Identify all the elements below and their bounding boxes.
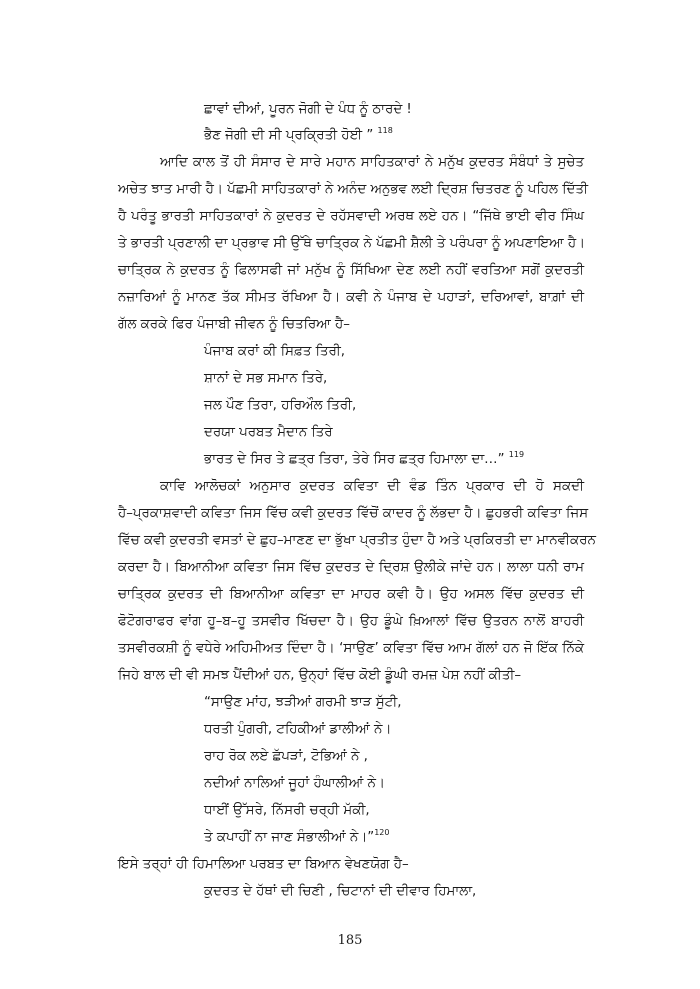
verse-line: ਦਰਯਾ ਪਰਬਤ ਮੈਦਾਨ ਤਿਰੇ (204, 425, 333, 440)
footnote-ref: 118 (377, 126, 393, 135)
verse-line: ਨਦੀਆਂ ਨਾਲਿਆਂ ਜੂਹਾਂ ਹੰਘਾਲੀਆਂ ਨੇ। (204, 776, 385, 791)
paragraph-line: ਚਾਤ੍ਰਿਕ ਕੁਦਰਤ ਦੀ ਬਿਆਨੀਆ ਕਵਿਤਾ ਦਾ ਮਾਹਰ ਕਵੀ ਹੈ। ਉਹ ਅਸਲ ਵਿੱਚ ਕੁਦਰਤ ਦੀ (118, 587, 584, 602)
footnote-ref: 119 (508, 450, 525, 459)
verse-line: ਧਰਤੀ ਪੁੰਗਰੀ, ਟਹਿਕੀਆਂ ਡਾਲੀਆਂ ਨੇ। (204, 722, 392, 737)
paragraph-line: ਕਾਵਿ ਆਲੋਚਕਾਂ ਅਨੁਸਾਰ ਕੁਦਰਤ ਕਵਿਤਾ ਦੀ ਵੰਡ ਤਿੰਨ ਪ੍ਰਕਾਰ ਦੀ ਹੋ ਸਕਦੀ (160, 479, 584, 494)
verse-line: ਤੇ ਕਪਾਹੀਂ ਨਾ ਜਾਣ ਸੰਭਾਲੀਆਂ ਨੇ।”$^{120}$ (204, 828, 390, 845)
verse-line: ਕੁਦਰਤ ਦੇ ਹੱਥਾਂ ਦੀ ਚਿਣੀ , ਚਿਟਾਨਾਂ ਦੀ ਦੀਵਾਰ ਹਿਮਾਲਾ, (204, 884, 477, 899)
paragraph-line: ਗੱਲ ਕਰਕੇ ਫਿਰ ਪੰਜਾਬੀ ਜੀਵਨ ਨੂੰ ਚਿਤਰਿਆ ਹੈ– (118, 317, 350, 332)
verse-line: ਭਾਰਤ ਦੇ ਸਿਰ ਤੇ ਛਤ੍ਰ ਤਿਰਾ, ਤੇਰੇ ਸਿਰ ਛਤ੍ਰ ਹਿਮਾਲਾ ਦਾ…” $^{119}$ (204, 450, 525, 467)
verse-line: ਧਾਈਂ ਉੱਸਰੇ, ਨਿੱਸਰੀ ਚਰ੍ਹੀ ਮੱਕੀ, (204, 803, 370, 818)
verse-line: ਪੰਜਾਬ ਕਰਾਂ ਕੀ ਸਿਫ਼ਤ ਤਿਰੀ, (204, 344, 346, 359)
page-number: 185 (337, 933, 363, 948)
verse-line: ਸ਼ਾਨਾਂ ਦੇ ਸਭ ਸਮਾਨ ਤਿਰੇ, (204, 371, 328, 386)
paragraph-line: ਹੈ–ਪ੍ਰਕਾਸ਼ਵਾਦੀ ਕਵਿਤਾ ਜਿਸ ਵਿੱਚ ਕਵੀ ਕੁਦਰਤ ਵਿੱਚੋਂ ਕਾਦਰ ਨੂੰ ਲੱਭਦਾ ਹੈ। ਛੁਹਭਰੀ ਕਵਿਤਾ ਜਿਸ (118, 506, 589, 521)
paragraph-line: ਕਰਦਾ ਹੈ। ਬਿਆਨੀਆ ਕਵਿਤਾ ਜਿਸ ਵਿੱਚ ਕੁਦਰਤ ਦੇ ਦ੍ਰਿਸ਼ ਉਲੀਕੇ ਜਾਂਦੇ ਹਨ। ਲਾਲਾ ਧਨੀ ਰਾਮ (118, 560, 584, 575)
paragraph-line: ਜਿਹੇ ਬਾਲ ਦੀ ਵੀ ਸਮਝ ਪੈਂਦੀਆਂ ਹਨ, ਉਨ੍ਹਾਂ ਵਿੱਚ ਕੋਈ ਡੂੰਘੀ ਰਮਜ਼ ਪੇਸ਼ ਨਹੀਂ ਕੀਤੀ– (118, 668, 522, 683)
footnote-ref: 120 (374, 828, 390, 837)
paragraph-line: ਅਚੇਤ ਝਾਤ ਮਾਰੀ ਹੈ। ਪੱਛਮੀ ਸਾਹਿਤਕਾਰਾਂ ਨੇ ਅਨੰਦ ਅਨੁਭਵ ਲਈ ਦ੍ਰਿਸ਼ ਚਿਤਰਣ ਨੂੰ ਪਹਿਲ ਦਿੱਤੀ (118, 182, 589, 197)
verse-line: ਭੈਣ ਜੋਗੀ ਦੀ ਸੀ ਪ੍ਰਕ੍ਰਿਤੀ ਹੋਈ ” $^{118}$ (204, 126, 393, 143)
verse-line: ਛਾਵਾਂ ਦੀਆਂ, ਪੂਰਨ ਜੋਗੀ ਦੇ ਪੰਧ ਨੂੰ ਠਾਰਦੇ ! (204, 102, 412, 117)
paragraph-line: ਆਦਿ ਕਾਲ ਤੋਂ ਹੀ ਸੰਸਾਰ ਦੇ ਸਾਰੇ ਮਹਾਨ ਸਾਹਿਤਕਾਰਾਂ ਨੇ ਮਨੁੱਖ ਕੁਦਰਤ ਸੰਬੰਧਾਂ ਤੇ ਸੁਚੇਤ (160, 155, 584, 170)
verse-line: ਜਲ ਪੌਣ ਤਿਰਾ, ਹਰਿਔਲ ਤਿਰੀ, (204, 398, 357, 413)
paragraph-line: ਤਸਵੀਰਕਸ਼ੀ ਨੂੰ ਵਧੇਰੇ ਅਹਿਮੀਅਤ ਦਿੰਦਾ ਹੈ। ‘ਸਾਉਣ’ ਕਵਿਤਾ ਵਿੱਚ ਆਮ ਗੱਲਾਂ ਹਨ ਜੋ ਇੱਕ ਨਿੱਕੇ (118, 641, 584, 656)
paragraph-line: ਨਜ਼ਾਰਿਆਂ ਨੂੰ ਮਾਨਣ ਤੱਕ ਸੀਮਤ ਰੱਖਿਆ ਹੈ। ਕਵੀ ਨੇ ਪੰਜਾਬ ਦੇ ਪਹਾੜਾਂ, ਦਰਿਆਵਾਂ, ਬਾਗ਼ਾਂ ਦੀ (118, 290, 584, 305)
paragraph-line: ਫੋਟੋਗਰਾਫਰ ਵਾਂਗ ਹੂ–ਬ–ਹੂ ਤਸਵੀਰ ਖਿੱਚਦਾ ਹੈ। ਉਹ ਡੂੰਘੇ ਖ਼ਿਆਲਾਂ ਵਿੱਚ ਉਤਰਨ ਨਾਲੋਂ ਬਾਹਰੀ (118, 614, 584, 629)
paragraph-line: ਹੈ ਪਰੰਤੂ ਭਾਰਤੀ ਸਾਹਿਤਕਾਰਾਂ ਨੇ ਕੁਦਰਤ ਦੇ ਰਹੱਸਵਾਦੀ ਅਰਥ ਲਏ ਹਨ। “ਜਿੱਥੇ ਭਾਈ ਵੀਰ ਸਿੰਘ (118, 209, 584, 224)
paragraph-line: ਤੇ ਭਾਰਤੀ ਪ੍ਰਣਾਲੀ ਦਾ ਪ੍ਰਭਾਵ ਸੀ ਉੱਥੇ ਚਾਤ੍ਰਿਕ ਨੇ ਪੱਛਮੀ ਸ਼ੈਲੀ ਤੇ ਪਰੰਪਰਾ ਨੂੰ ਅਪਣਾਇਆ ਹੈ। (118, 236, 586, 251)
paragraph-line: ਵਿੱਚ ਕਵੀ ਕੁਦਰਤੀ ਵਸਤਾਂ ਦੇ ਛੁਹ–ਮਾਣਣ ਦਾ ਭੁੱਖਾ ਪ੍ਰਤੀਤ ਹੁੰਦਾ ਹੈ ਅਤੇ ਪ੍ਰਕਿਰਤੀ ਦਾ ਮਾਨਵੀਕਰਨ (118, 533, 596, 548)
verse-line: ਰਾਹ ਰੋਕ ਲਏ ਛੱਪੜਾਂ, ਟੋਭਿਆਂ ਨੇ , (204, 749, 368, 764)
paragraph-line: ਇਸੇ ਤਰ੍ਹਾਂ ਹੀ ਹਿਮਾਲਿਆ ਪਰਬਤ ਦਾ ਬਿਆਨ ਵੇਖਣਯੋਗ ਹੈ– (118, 857, 409, 872)
paragraph-line: ਚਾਤ੍ਰਿਕ ਨੇ ਕੁਦਰਤ ਨੂੰ ਫਿਲਾਸਫੀ ਜਾਂ ਮਨੁੱਖ ਨੂੰ ਸਿੱਖਿਆ ਦੇਣ ਲਈ ਨਹੀਂ ਵਰਤਿਆ ਸਗੋਂ ਕੁਦਰਤੀ (118, 263, 584, 278)
verse-line: “ਸਾਉਣ ਮਾਂਹ, ਝੜੀਆਂ ਗਰਮੀ ਝਾੜ ਸੁੱਟੀ, (204, 695, 402, 710)
